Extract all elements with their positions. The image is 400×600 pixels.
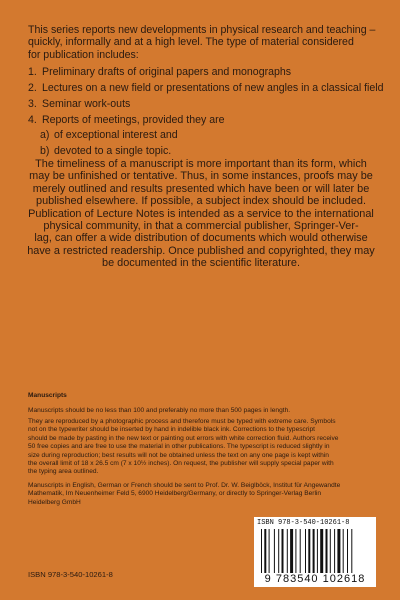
body-line: be documented in the scientific literature. xyxy=(102,257,300,270)
instruction-line: They are reproduced by a photographic process and therefore must be typed with extreme care. Symbols xyxy=(28,418,336,425)
address-line: Manuscripts in English, German or French should be sent to Prof. Dr. W. Beiglböck, Institut für Angewandte xyxy=(28,482,341,489)
barcode-bar xyxy=(337,529,340,573)
body-line: lag, can offer a wide distribution of documents which would otherwise xyxy=(34,232,368,245)
intro-line: This series reports new developments in physical research and teaching – xyxy=(28,24,376,36)
list-item: 3. Seminar work-outs xyxy=(28,98,131,110)
list-subitem: b) devoted to a single topic. xyxy=(40,145,172,157)
barcode-bar xyxy=(308,529,310,573)
manuscripts-address xyxy=(28,482,340,507)
barcode-bar xyxy=(326,529,328,573)
barcode-bar xyxy=(317,529,318,573)
body-line: The timeliness of a manuscript is more important than its form, which xyxy=(35,158,367,170)
instruction-line: size during reproduction; best results will not be obtained unless the text on any one page is kept within xyxy=(28,451,329,459)
barcode-number: 9 783540 102618 xyxy=(264,573,366,585)
address-line: Mathematik, Im Neuenheimer Feld 5, 6900 Heidelberg/Germany, or directly to Springer-Verlag Berlin xyxy=(28,490,322,498)
manuscripts-instructions xyxy=(28,418,338,477)
barcode-bar xyxy=(290,529,293,573)
address-line: Heidelberg GmbH xyxy=(28,498,81,506)
intro-line: quickly, informally and at a high level. The type of material considered xyxy=(28,36,354,49)
barcode-box xyxy=(254,517,376,587)
instruction-line: should be made by pasting in the new text or painting out errors with white correction fluid. Authors receive xyxy=(28,434,339,442)
barcode-bar xyxy=(282,529,284,573)
instruction-line: the overall limit of 18 x 26.5 cm (7 x 10½ inches). On request, the publisher will supply special paper with xyxy=(28,460,334,468)
barcode-bar xyxy=(330,529,331,573)
list-item: 1. Preliminary drafts of original papers and monographs xyxy=(28,66,292,78)
barcode-bar xyxy=(295,529,296,573)
isbn-text: ISBN 978-3-540-10261-8 xyxy=(28,570,113,579)
barcode-bar xyxy=(274,529,275,573)
barcode-bar xyxy=(269,529,270,573)
barcode-bar xyxy=(351,529,352,573)
barcode-bar xyxy=(261,529,262,573)
barcode-isbn-label: ISBN 978-3-540-10261-8 xyxy=(257,519,350,527)
intro-line: for publication includes: xyxy=(28,48,139,61)
body-line: physical community, in that a commercial publisher, Springer-Ver- xyxy=(43,220,359,233)
body-line: merely outlined and results presented which have been or will later be xyxy=(32,182,370,195)
instruction-line: 50 free copies and are free to use the material in other publications. The typescript is reduced slightly in xyxy=(28,443,330,451)
body-line: Publication of Lecture Notes is intended as a service to the international xyxy=(28,207,374,220)
list-item: 2. Lectures on a new field or presentations of new angles in a classical field xyxy=(28,82,384,94)
manuscripts-length: Manuscripts should be no less than 100 and preferably no more than 500 pages in length. xyxy=(28,407,291,414)
barcode-bars xyxy=(260,529,370,573)
timeliness-paragraph xyxy=(26,158,376,270)
barcode-bar xyxy=(334,529,335,573)
barcode-bar xyxy=(264,529,266,573)
barcode-bar xyxy=(287,529,288,573)
barcode-bar xyxy=(305,529,306,573)
instruction-line: the typing area outlined. xyxy=(28,468,99,476)
barcode-bar xyxy=(347,529,348,573)
list-subitem: a) of exceptional interest and xyxy=(40,129,178,141)
barcode-bar xyxy=(278,529,279,573)
barcode-bar xyxy=(320,529,323,573)
body-line: published elsewhere. If possible, a subject index should be included. xyxy=(36,195,366,208)
body-line: may be unfinished or tentative. Thus, in some instances, proofs may be xyxy=(29,170,373,183)
manuscripts-heading: Manuscripts xyxy=(28,392,67,399)
body-line: have a restricted readership. Once published and copyrighted, they may xyxy=(27,244,375,257)
barcode-bar xyxy=(300,529,301,573)
barcode-bar xyxy=(343,529,344,573)
instruction-line: not on the typewriter should be inserted by hand in indelible black ink. Corrections to the typescript xyxy=(28,426,315,434)
intro-paragraph xyxy=(28,24,375,61)
barcode-bar xyxy=(313,529,315,573)
list-item: 4. Reports of meetings, provided they are xyxy=(28,114,225,126)
